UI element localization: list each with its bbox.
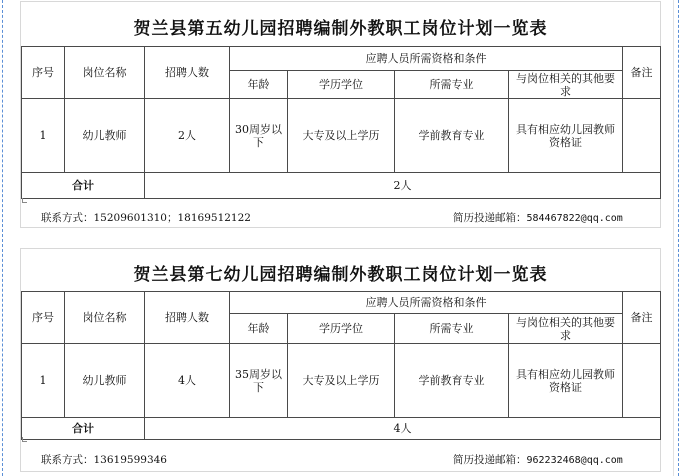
email-info <box>453 452 623 467</box>
contact-label: 联系方式： <box>41 212 94 224</box>
header-major: 所需专业 <box>395 314 509 344</box>
header-major: 所需专业 <box>395 71 509 99</box>
contact-info <box>41 212 251 224</box>
contact-info <box>41 454 167 466</box>
cell-age: 35周岁以下 <box>230 344 288 418</box>
recruitment-table <box>21 46 661 199</box>
header-count: 招聘人数 <box>145 292 230 344</box>
contact-label: 联系方式： <box>41 454 94 466</box>
recruitment-table <box>21 291 661 440</box>
page-left-edge <box>2 0 3 476</box>
table-title: 贺兰县第五幼儿园招聘编制外教职工岗位计划一览表 <box>133 19 548 39</box>
header-remarks: 备注 <box>623 47 661 99</box>
header-education: 学历学位 <box>288 314 395 344</box>
header-position: 岗位名称 <box>65 47 145 99</box>
cell-education: 大专及以上学历 <box>288 99 395 173</box>
email-info <box>453 210 623 225</box>
cell-age: 30周岁以下 <box>230 99 288 173</box>
cell-position: 幼儿教师 <box>65 344 145 418</box>
cell-remarks <box>623 99 661 173</box>
page-right-edge <box>678 0 679 476</box>
cell-education: 大专及以上学历 <box>288 344 395 418</box>
total-value: 4人 <box>145 418 661 440</box>
cell-seq: 1 <box>22 99 65 173</box>
corner-mark <box>22 437 27 442</box>
table-title: 贺兰县第七幼儿园招聘编制外教职工岗位计划一览表 <box>133 265 548 285</box>
contact-line <box>41 452 660 467</box>
header-remarks: 备注 <box>623 292 661 344</box>
cell-other: 具有相应幼儿园教师资格证 <box>509 344 623 418</box>
header-other: 与岗位相关的其他要求 <box>509 314 623 344</box>
cell-count: 2人 <box>145 99 230 173</box>
cell-position: 幼儿教师 <box>65 99 145 173</box>
contact-phones: 13619599346 <box>93 454 167 466</box>
total-value: 2人 <box>145 173 661 199</box>
recruitment-sheet-1 <box>20 1 661 228</box>
contact-line <box>41 210 660 225</box>
email-label: 简历投递邮箱： <box>453 454 527 466</box>
email-label: 简历投递邮箱： <box>453 212 527 224</box>
contact-phones: 15209601310；18169512122 <box>93 212 251 224</box>
header-age: 年龄 <box>230 314 288 344</box>
table-row <box>22 344 661 418</box>
header-requirements: 应聘人员所需资格和条件 <box>230 292 623 314</box>
corner-mark <box>22 198 27 203</box>
total-row <box>22 418 661 440</box>
total-label: 合计 <box>22 418 145 440</box>
header-requirements: 应聘人员所需资格和条件 <box>230 47 623 71</box>
cell-remarks <box>623 344 661 418</box>
header-count: 招聘人数 <box>145 47 230 99</box>
recruitment-sheet-2 <box>20 248 661 472</box>
header-age: 年龄 <box>230 71 288 99</box>
cell-other: 具有相应幼儿园教师资格证 <box>509 99 623 173</box>
email-address[interactable]: 584467822@qq.com <box>526 213 623 224</box>
header-education: 学历学位 <box>288 71 395 99</box>
table-row <box>22 99 661 173</box>
cell-seq: 1 <box>22 344 65 418</box>
email-address[interactable]: 962232468@qq.com <box>526 455 623 466</box>
header-position: 岗位名称 <box>65 292 145 344</box>
cell-major: 学前教育专业 <box>395 99 509 173</box>
cell-count: 4人 <box>145 344 230 418</box>
header-other: 与岗位相关的其他要求 <box>509 71 623 99</box>
cell-major: 学前教育专业 <box>395 344 509 418</box>
header-seq: 序号 <box>22 292 65 344</box>
total-row <box>22 173 661 199</box>
header-seq: 序号 <box>22 47 65 99</box>
total-label: 合计 <box>22 173 145 199</box>
page-right-divider <box>673 0 674 476</box>
